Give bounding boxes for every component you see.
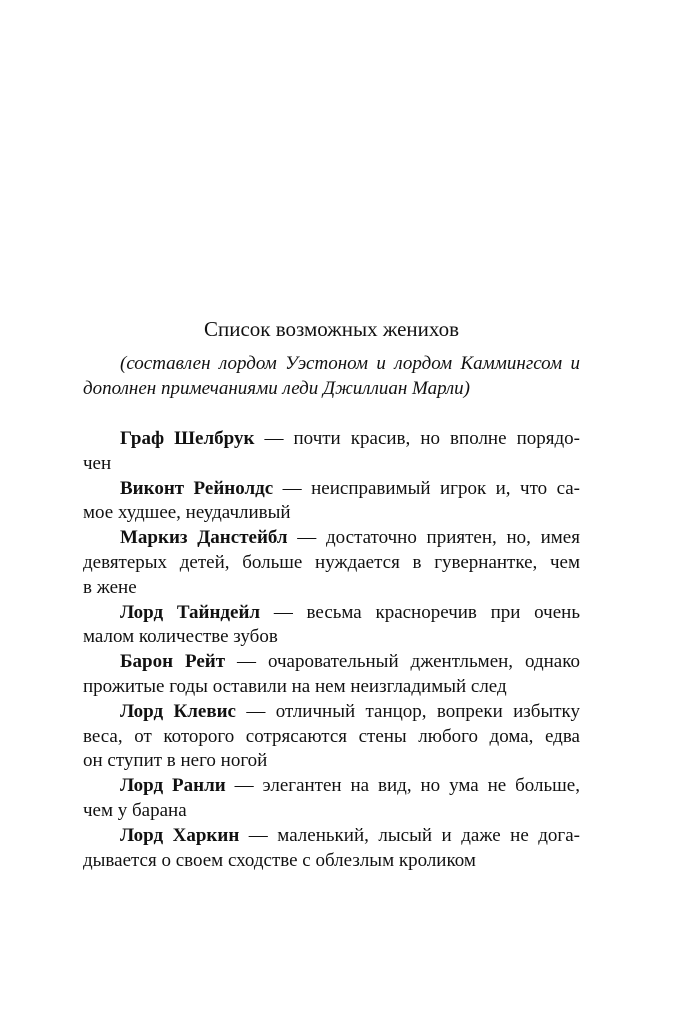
entry-line: чем у барана — [83, 799, 187, 821]
entry-line: веса, от которого сотрясаются стены любого дома, едва — [83, 725, 580, 747]
entry-line — [83, 601, 580, 626]
subtitle-line: дополнен примечаниями леди Джиллиан Марли) — [83, 378, 470, 399]
entry-line — [83, 477, 580, 502]
entry-line: он ступит в него ногой — [83, 750, 268, 772]
entry-line: дывается о своем сходстве с облезлым кроликом — [83, 849, 476, 871]
entry-line — [83, 824, 580, 849]
suitor-name: Барон Рейт — [120, 651, 226, 673]
entry-line — [83, 526, 580, 551]
suitor-entry — [83, 477, 580, 527]
suitor-description: — очаровательный джентльмен, однако — [225, 651, 580, 673]
suitor-entry — [83, 601, 580, 651]
suitor-entry — [83, 774, 580, 824]
entry-line: в жене — [83, 576, 137, 598]
suitor-entry — [83, 700, 580, 774]
suitor-name: Лорд Тайндейл — [120, 601, 261, 623]
suitor-entry — [83, 824, 580, 874]
suitors-list — [83, 427, 580, 873]
suitor-entry — [83, 526, 580, 600]
entry-line: чен — [83, 452, 112, 474]
entry-line: девятерых детей, больше нуждается в гувернантке, чем — [83, 551, 580, 573]
entry-line — [83, 650, 580, 675]
suitor-description: — почти красив, но вполне порядо- — [254, 428, 580, 449]
entry-line: прожитые годы оставили на нем неизгладимый след — [83, 675, 507, 697]
list-subtitle — [83, 351, 580, 401]
suitor-name: Лорд Клевис — [120, 700, 236, 722]
suitor-description: — отличный танцор, вопреки избытку — [236, 700, 581, 722]
entry-line: мое худшее, неудачливый — [83, 502, 291, 524]
suitor-description: — неисправимый игрок и, что са- — [273, 477, 581, 499]
suitor-name: Лорд Харкин — [120, 824, 240, 846]
suitor-name: Виконт Рейнолдс — [120, 477, 274, 499]
suitor-name: Лорд Ранли — [120, 775, 226, 797]
suitor-description: — весьма красноречив при очень — [260, 601, 581, 623]
suitor-entry — [83, 650, 580, 700]
suitor-name: Граф Шелбрук — [120, 428, 255, 449]
suitor-description: — элегантен на вид, но ума не больше, — [225, 775, 580, 797]
subtitle-line: (составлен лордом Уэстоном и лордом Каммингсом и — [120, 353, 580, 374]
suitor-entry — [83, 427, 580, 477]
suitor-description: — достаточно приятен, но, имея — [287, 527, 580, 549]
suitor-description: — маленький, лысый и даже не дога- — [239, 824, 580, 846]
entry-line: малом количестве зубов — [83, 626, 278, 648]
list-title: Список возможных женихов — [203, 317, 460, 341]
suitor-name: Маркиз Данстейбл — [120, 527, 288, 549]
entry-line — [83, 427, 580, 452]
entry-line — [83, 774, 580, 799]
entry-line — [83, 700, 580, 725]
